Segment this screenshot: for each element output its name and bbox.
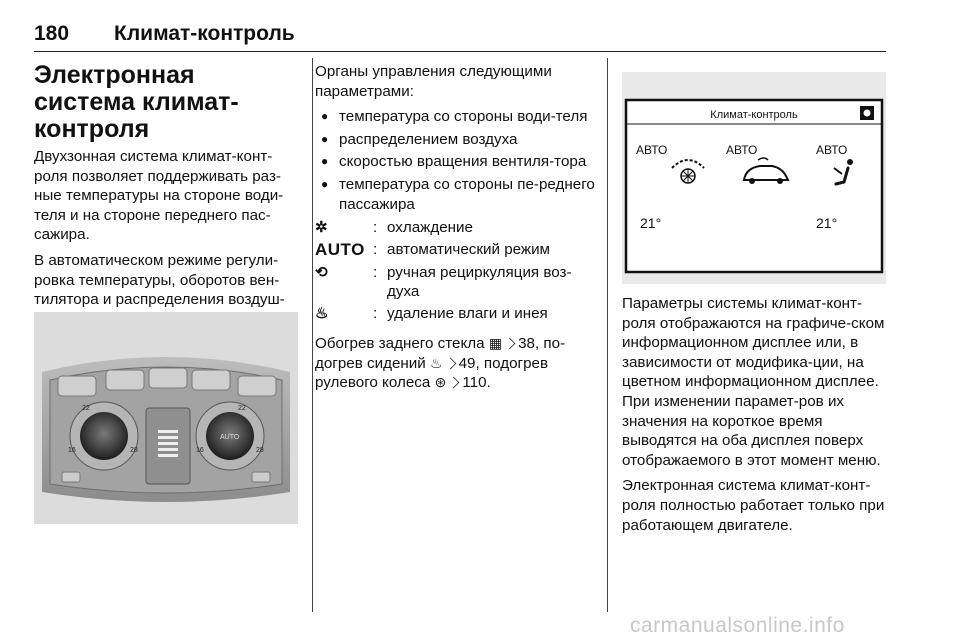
climate-display-graphic — [622, 72, 886, 284]
chapter-title: Климат-контроль — [114, 22, 295, 45]
auto-label-3: АВТО — [816, 143, 848, 157]
page-ref-arrow-icon — [444, 357, 456, 369]
controls-list — [315, 107, 599, 214]
section-title: Электронная система климат-контроля — [34, 61, 239, 143]
legend-row — [315, 304, 599, 326]
watermark: carmanualsonline.info — [630, 614, 845, 637]
legend-colon: : — [373, 219, 378, 237]
rear-window-heat-text: Обогрев заднего стекла — [315, 335, 485, 353]
list-item: ● температура со стороны води-теля — [315, 107, 599, 127]
legend-text: автоматический режим — [387, 241, 550, 259]
list-item: ● распределением воздуха — [315, 130, 599, 150]
column-divider-1 — [312, 58, 313, 612]
left-knob-label-c: 28 — [130, 447, 138, 454]
column-divider-2 — [607, 58, 608, 612]
controls-intro: Органы управления следующими параметрами: — [315, 63, 552, 100]
paragraph-engine-note: Электронная система климат-конт-роля полностью работает только при работающем двигателе. — [622, 477, 885, 534]
defrost-icon: ♨ — [315, 305, 329, 323]
legend-row — [315, 263, 599, 304]
auto-mode-symbol: AUTO — [315, 240, 365, 260]
right-knob-label-c: 28 — [256, 447, 264, 454]
auto-label-1: АВТО — [636, 143, 668, 157]
paragraph-intro: Двухзонная система климат-конт-роля позволяет поддерживать раз-ные температуры на стороне води-теля и на стороне переднего пас-сажира. — [34, 148, 284, 244]
climate-display-illustration — [622, 72, 886, 284]
column-2 — [315, 62, 599, 399]
page-header — [34, 20, 886, 52]
legend-colon: : — [373, 264, 378, 282]
page-number: 180 — [34, 22, 70, 45]
symbol-legend — [315, 218, 599, 326]
list-item: ● скоростью вращения вентиля-тора — [315, 152, 599, 172]
column-1 — [34, 62, 302, 355]
right-knob-label-a: 22 — [238, 405, 246, 412]
paragraph-display-info: Параметры системы климат-конт-роля отображаются на графиче-ском информационном дисплее или, в зависимости от модифика-ции, на цветном информационном дисплее. При изменении парамет-ров их значения на короткое время выводятся на оба дисплея поверх отображаемого в этот момент меню. — [622, 295, 885, 469]
control-panel-photo — [34, 312, 298, 524]
cross-reference-paragraph — [315, 334, 599, 393]
seat-heat-icon: ♨ — [430, 354, 443, 371]
steering-heat-page: 110. — [462, 374, 491, 392]
legend-row — [315, 218, 599, 240]
legend-colon: : — [373, 241, 378, 259]
legend-text: ручная рециркуляция воз-духа — [387, 264, 572, 301]
column-3 — [622, 294, 890, 541]
left-knob-label-a: 22 — [82, 405, 90, 412]
display-title: Климат-контроль — [710, 109, 798, 121]
control-panel-illustration — [34, 312, 298, 524]
seat-heat-text: 38, по-догрев сидений — [315, 335, 566, 372]
recirculation-icon: ⟲ — [315, 264, 328, 282]
legend-row — [315, 240, 599, 263]
steering-wheel-heat-icon: ⊛ — [434, 374, 447, 391]
list-item: ● температура со стороны пе-реднего пассажира — [315, 175, 599, 214]
temp-right: 21° — [816, 215, 838, 231]
steering-heat-text: 49, подогрев рулевого колеса — [315, 354, 549, 392]
legend-text: удаление влаги и инея — [387, 305, 548, 323]
page-ref-arrow-icon — [448, 377, 460, 389]
page-ref-arrow-icon — [504, 338, 516, 350]
auto-label-2: АВТО — [726, 143, 758, 157]
legend-text: охлаждение — [387, 219, 473, 237]
temp-left: 21° — [640, 215, 662, 231]
right-knob-label-b: 16 — [196, 447, 204, 454]
left-knob-label-b: 16 — [68, 447, 76, 454]
paragraph-auto-mode: В автоматическом режиме регули-ровка температуры, оборотов вен-тилятора и распределения воздуш- — [34, 251, 285, 309]
rear-window-heat-icon: ▦ — [488, 335, 503, 352]
legend-colon: : — [373, 305, 378, 323]
right-knob-auto: AUTO — [220, 434, 240, 441]
snowflake-icon: ✲ — [315, 219, 328, 237]
